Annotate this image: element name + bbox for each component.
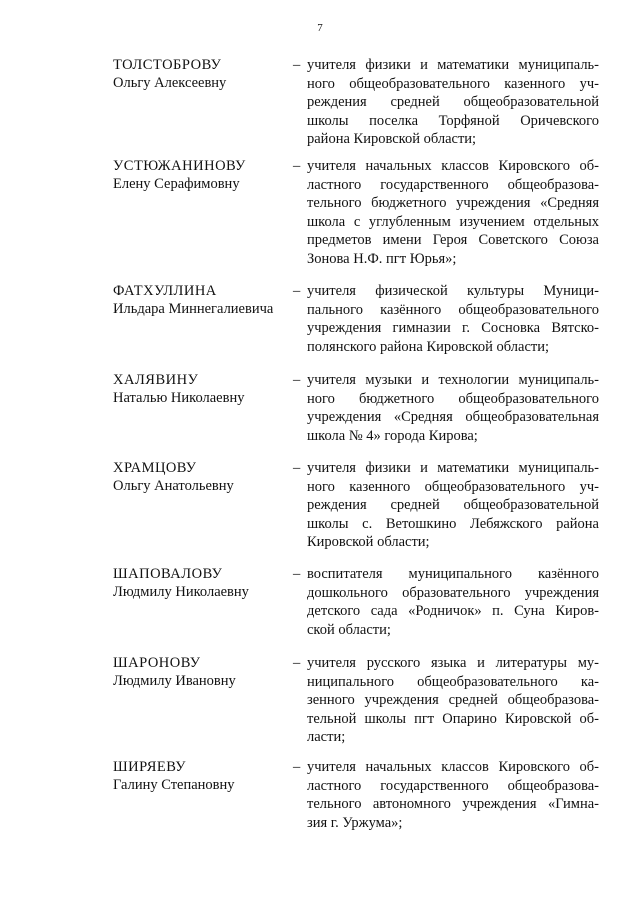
position-description: [307, 157, 599, 268]
description-line: учителя начальных классов Кировского об-: [307, 158, 599, 174]
dash: –: [293, 158, 301, 174]
given-name: Людмилу Ивановну: [113, 673, 236, 689]
description-line: ской области;: [307, 621, 391, 638]
description-line: зия г. Уржума»;: [307, 814, 403, 831]
description-line: учителя физической культуры Муници-: [307, 283, 599, 299]
description-line: тельного бюджетного учреждения «Средняя: [307, 195, 599, 211]
description-line: детского сада «Родничок» п. Суна Киров-: [307, 603, 599, 619]
description-line: школы с. Ветошкино Лебяжского района: [307, 515, 599, 532]
position-description: [307, 282, 599, 356]
description-line: учреждения «Средняя общеобразовательная: [307, 409, 599, 425]
description-line: ластного государственного общеобразова-: [307, 777, 599, 794]
description-line: реждения средней общеобразовательной: [307, 94, 599, 110]
given-name: Ольгу Анатольевну: [113, 478, 234, 494]
description-line: ласти;: [307, 729, 346, 745]
given-name: Ольгу Алексеевну: [113, 75, 227, 91]
description-line: школа № 4» города Кирова;: [307, 427, 478, 444]
position-description: [307, 56, 599, 149]
description-line: ного казенного общеобразовательного уч-: [307, 478, 599, 495]
page-number: 7: [317, 22, 323, 34]
description-line: учителя физики и математики муниципаль-: [307, 57, 599, 73]
position-description: [307, 654, 599, 747]
dash: –: [293, 759, 301, 775]
position-description: [307, 758, 599, 832]
surname: ШАРОНОВУ: [113, 655, 201, 671]
dash: –: [293, 566, 301, 582]
description-line: воспитателя муниципального казённого: [307, 566, 599, 582]
description-line: тельного автономного учреждения «Гимна-: [307, 796, 599, 812]
description-line: школы поселка Торфяной Оричевского: [307, 112, 599, 129]
description-line: ного общеобразовательного казенного уч-: [307, 75, 599, 92]
given-name: Людмилу Николаевну: [113, 584, 249, 600]
given-name: Ильдара Миннегалиевича: [113, 301, 274, 317]
description-line: учителя русского языка и литературы му-: [307, 655, 599, 671]
description-line: школа с углубленным изучением отдельных: [307, 213, 599, 230]
surname: ШИРЯЕВУ: [113, 759, 187, 775]
description-line: учреждения гимназии г. Сосновка Вятско-: [307, 320, 599, 336]
dash: –: [293, 460, 301, 476]
given-name: Елену Серафимовну: [113, 176, 240, 192]
person-name: [113, 758, 235, 794]
description-line: учителя музыки и технологии муниципаль-: [307, 372, 599, 388]
description-line: Зонова Н.Ф. пгт Юрья»;: [307, 250, 457, 267]
description-line: полянского района Кировской области;: [307, 338, 550, 355]
description-line: пального казённого общеобразовательного: [307, 301, 599, 318]
description-line: тельной школы пгт Опарино Кировской об-: [307, 710, 599, 727]
person-name: [113, 371, 244, 407]
dash: –: [293, 655, 301, 671]
surname: ТОЛСТОБРОВУ: [113, 57, 222, 73]
description-line: ниципального общеобразовательного ка-: [307, 673, 599, 690]
description-line: реждения средней общеобразовательной: [307, 497, 599, 513]
description-line: района Кировской области;: [307, 131, 477, 147]
person-name: [113, 56, 226, 92]
dash: –: [293, 57, 301, 73]
position-description: [307, 565, 599, 639]
description-line: ного бюджетного общеобразовательного: [307, 390, 599, 407]
position-description: [307, 371, 599, 445]
given-name: Галину Степановну: [113, 777, 235, 793]
person-name: [113, 565, 249, 601]
description-line: учителя физики и математики муниципаль-: [307, 460, 599, 476]
person-name: [113, 157, 246, 193]
surname: ФАТХУЛЛИНА: [113, 283, 217, 299]
description-line: дошкольного образовательного учреждения: [307, 584, 599, 601]
description-line: Кировской области;: [307, 534, 430, 550]
surname: ХАЛЯВИНУ: [113, 372, 199, 388]
description-line: учителя начальных классов Кировского об-: [307, 759, 599, 775]
person-name: [113, 282, 273, 318]
dash: –: [293, 283, 301, 299]
description-line: предметов имени Героя Советского Союза: [307, 232, 599, 248]
person-name: [113, 459, 234, 495]
person-name: [113, 654, 236, 690]
position-description: [307, 459, 599, 552]
dash: –: [293, 372, 301, 388]
surname: УСТЮЖАНИНОВУ: [113, 158, 246, 174]
description-line: зенного учреждения средней общеобразова-: [307, 692, 599, 708]
surname: ШАПОВАЛОВУ: [113, 566, 223, 582]
surname: ХРАМЦОВУ: [113, 460, 197, 476]
description-line: ластного государственного общеобразова-: [307, 176, 599, 193]
given-name: Наталью Николаевну: [113, 390, 245, 406]
